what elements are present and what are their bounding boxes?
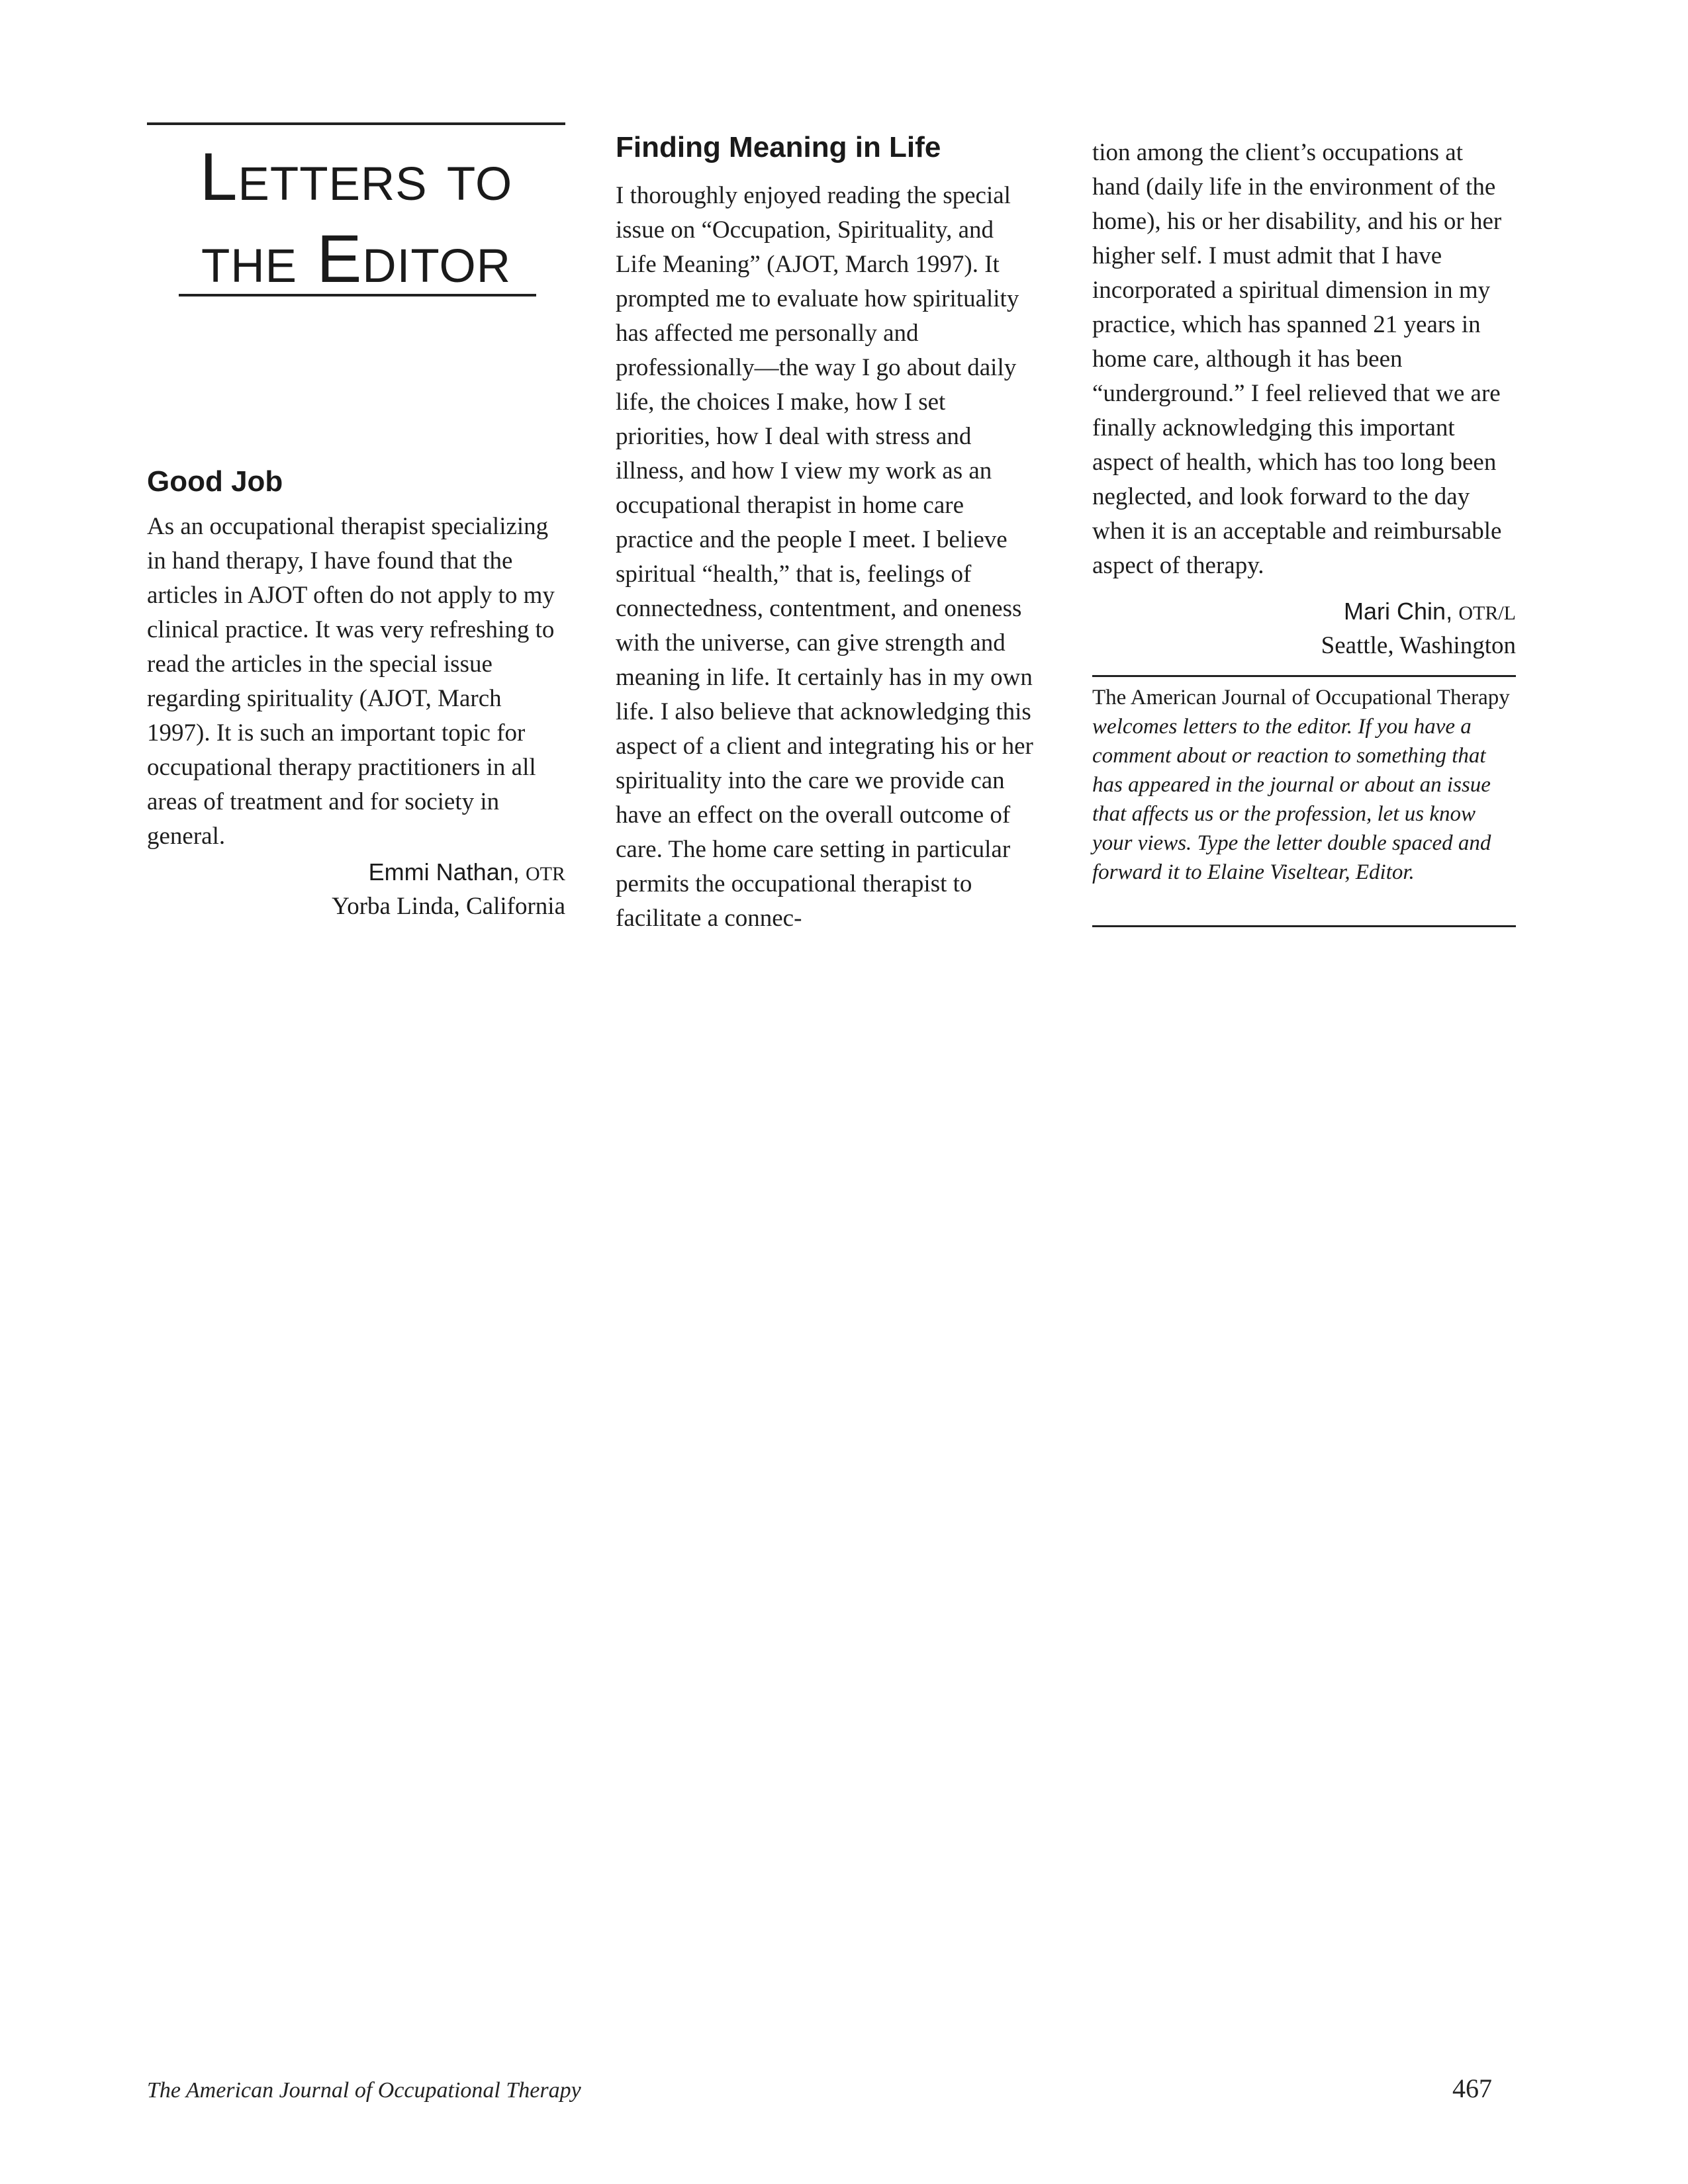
- letter2-signature: [1344, 594, 1516, 631]
- letter2-heading: Finding Meaning in Life: [616, 131, 941, 163]
- letter2-body-part1: I thoroughly enjoyed reading the special issue on “Occupation, Spirituality, and Life Meaning” (AJOT, March 1997). It prompted me to evaluate how spirituality has affected me personally and professionally—the way I go about daily life, the choices I make, how I set priorities, how I deal with stress and illness, and how I view my work as an occupational therapist in home care practice and the people I meet. I believe spiritual “health,” that is, feelings of connectedness, contentment, and oneness with the universe, can give strength and meaning in life. It certainly has in my own life. I also believe that acknowledging this aspect of a client and integrating his or her spirituality into the care we provide can have an effect on the overall outcome of care. The home care setting in particular permits the occupational therapist to facilitate a connec-: [616, 182, 1033, 932]
- letter1-heading: Good Job: [147, 465, 283, 498]
- letter2-author-name: Mari Chin,: [1344, 598, 1453, 625]
- letter1-signature: [369, 855, 565, 891]
- notice-bottom-rule: [1092, 925, 1516, 927]
- title-bottom-rule: [179, 294, 536, 296]
- letter2-author-credential: OTR/L: [1458, 602, 1516, 624]
- page-number: 467: [1452, 2073, 1492, 2103]
- footer-journal-title: The American Journal of Occupational Therapy: [147, 2078, 581, 2103]
- letter1-author-location: Yorba Linda, California: [332, 893, 565, 920]
- section-title: Letters to the Editor: [199, 139, 513, 296]
- editor-notice: [1092, 683, 1516, 887]
- letter1-author-name: Emmi Nathan,: [368, 858, 520, 886]
- letter2-author-location: Seattle, Washington: [1321, 632, 1516, 659]
- notice-text: welcomes letters to the editor. If you have a comment about or reaction to something that has appeared in the journal or about an issue that affects us or the profession, let us know your views. Type the letter double spaced and forward it to Elaine Viseltear, Editor.: [1092, 715, 1491, 884]
- title-top-rule: [147, 122, 565, 125]
- letter2-body-part2: tion among the client’s occupations at hand (daily life in the environment of the home), his or her disability, and his or her higher self. I must admit that I have incorporated a spiritual dimension in my practice, which has spanned 21 years in home care, although it has been “underground.” I feel relieved that we are finally acknowledging this important aspect of health, which has too long been neglected, and look forward to the day when it is an acceptable and reimbursable aspect of therapy.: [1092, 139, 1502, 579]
- notice-lead: The American Journal of Occupational Therapy: [1092, 686, 1510, 709]
- letter1-body: As an occupational therapist specializing in hand therapy, I have found that the articles in AJOT often do not apply to my clinical practice. It was very refreshing to read the articles in the special issue regarding spirituality (AJOT, March 1997). It is such an important topic for occupational therapy practitioners in all areas of treatment and for society in general.: [147, 513, 555, 850]
- letter1-author-credential: OTR: [526, 863, 565, 885]
- notice-top-rule: [1092, 675, 1516, 677]
